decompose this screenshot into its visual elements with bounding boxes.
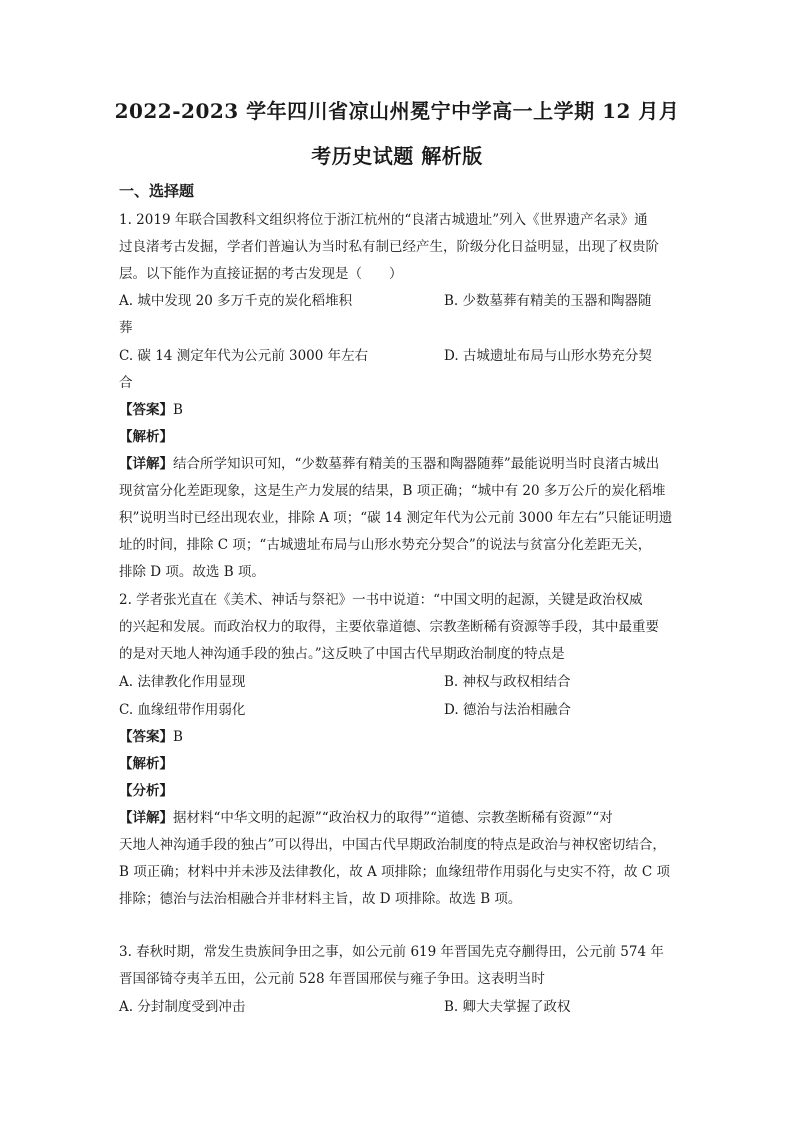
q2-option-b: B. 神权与政权相结合 bbox=[444, 674, 571, 690]
q1-detail-line1 bbox=[119, 454, 659, 474]
q1-answer bbox=[119, 400, 183, 420]
q3-stem-line2: 晋国郤锜夺夷羊五田，公元前 528 年晋国邢侯与雍子争田。这表明当时 bbox=[119, 971, 545, 987]
section-heading: 一、选择题 bbox=[119, 182, 195, 200]
q1-stem-line1: 1. 2019 年联合国教科文组织将位于浙江杭州的“良渚古城遗址”列入《世界遗产名录》通 bbox=[119, 212, 648, 228]
q2-fenxi-tag: 【分析】 bbox=[119, 783, 173, 799]
q1-analysis-tag: 【解析】 bbox=[119, 429, 173, 445]
q2-detail-line3: B 项正确；材料中并未涉及法律教化，故 A 项排除；血缘纽带作用弱化与史实不符，故 C 项 bbox=[119, 864, 670, 880]
q3-stem-line1: 3. 春秋时期，常发生贵族间争田之事，如公元前 619 年晋国先克夺蒯得田，公元前 574 年 bbox=[119, 944, 664, 960]
document-title-line1: 2022-2023 学年四川省凉山州冕宁中学高一上学期 12 月月 bbox=[114, 99, 680, 123]
q2-stem-line2: 的兴起和发展。而政治权力的取得，主要依靠道德、宗教垄断稀有资源等手段，其中最重要 bbox=[119, 619, 659, 635]
answer-value: B bbox=[173, 729, 183, 745]
answer-tag: 【答案】 bbox=[119, 402, 173, 418]
q1-option-d-cont: 合 bbox=[119, 375, 133, 391]
detail-tag: 【详解】 bbox=[119, 810, 173, 826]
q1-detail-line4: 址的时间，排除 C 项；“古城遗址布局与山形水势充分契合”的说法与贫富分化差距无关， bbox=[119, 537, 652, 553]
document-title-line2: 考历史试题 解析版 bbox=[311, 144, 483, 168]
q1-stem-line3: 层。以下能作为直接证据的考古发现是（ ） bbox=[119, 266, 403, 282]
q1-detail-line5: 排除 D 项。故选 B 项。 bbox=[119, 564, 265, 580]
q1-detail-line2: 现贫富分化差距现象，这是生产力发展的结果，B 项正确；“城中有 20 多万公斤的炭化稻堆 bbox=[119, 483, 666, 499]
answer-tag: 【答案】 bbox=[119, 729, 173, 745]
q1-option-d: D. 古城遗址布局与山形水势充分契 bbox=[444, 348, 652, 364]
q1-stem-line2: 过良渚考古发掘，学者们普遍认为当时私有制已经产生，阶级分化日益明显，出现了权贵阶 bbox=[119, 239, 659, 255]
q2-option-a: A. 法律教化作用显现 bbox=[119, 674, 246, 690]
q2-stem-line3: 的是对天地人神沟通手段的独占。”这反映了中国古代早期政治制度的特点是 bbox=[119, 646, 565, 662]
q1-detail-line3: 积”说明当时已经出现农业，排除 A 项；“碳 14 测定年代为公元前 3000 年左右”只能证明遗 bbox=[119, 510, 673, 526]
q1-option-a: A. 城中发现 20 多万千克的炭化稻堆积 bbox=[119, 293, 353, 309]
q2-detail-line2: 天地人神沟通手段的独占”可以得出，中国古代早期政治制度的特点是政治与神权密切结合， bbox=[119, 837, 666, 853]
detail-tag: 【详解】 bbox=[119, 456, 173, 472]
q1-option-b: B. 少数墓葬有精美的玉器和陶器随 bbox=[444, 293, 652, 309]
q1-option-c: C. 碳 14 测定年代为公元前 3000 年左右 bbox=[119, 348, 369, 364]
q2-option-c: C. 血缘纽带作用弱化 bbox=[119, 702, 246, 718]
answer-value: B bbox=[173, 402, 183, 418]
q2-detail-line4: 排除；德治与法治相融合并非材料主旨，故 D 项排除。故选 B 项。 bbox=[119, 891, 522, 907]
q2-analysis-tag: 【解析】 bbox=[119, 756, 173, 772]
detail-text: 据材料“中华文明的起源”“政治权力的取得”“道德、宗教垄断稀有资源”“对 bbox=[173, 810, 613, 826]
q2-stem-line1: 2. 学者张光直在《美术、神话与祭祀》一书中说道：“中国文明的起源，关键是政治权威 bbox=[119, 592, 643, 608]
q2-answer bbox=[119, 727, 183, 747]
q1-option-b-cont: 葬 bbox=[119, 320, 133, 336]
detail-text: 结合所学知识可知，“少数墓葬有精美的玉器和陶器随葬”最能说明当时良渚古城出 bbox=[173, 456, 660, 472]
q3-option-b: B. 卿大夫掌握了政权 bbox=[444, 999, 571, 1015]
q2-option-d: D. 德治与法治相融合 bbox=[444, 702, 571, 718]
q2-detail-line1 bbox=[119, 808, 613, 828]
q3-option-a: A. 分封制度受到冲击 bbox=[119, 999, 246, 1015]
